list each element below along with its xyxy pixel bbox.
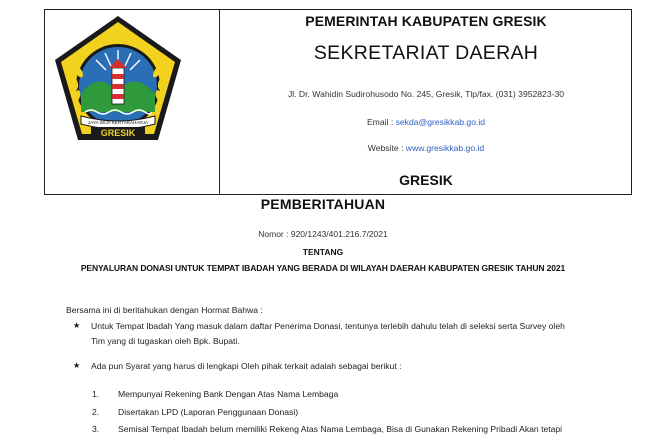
star-bullet-icon: ★ (73, 361, 81, 370)
regarding-label: TENTANG (302, 247, 344, 257)
letterhead (44, 9, 632, 195)
office-name: SEKRETARIAT DAERAH (313, 42, 539, 64)
list-item: Semisal Tempat Ibadah belum memiliki Rekeng Atas Nama Lembaga, Bisa di Gunakan Rekening Pribadi Akan tetapi (118, 424, 563, 434)
intro-text: Bersama ini di beritahukan dengan Hormat Bahwa : (66, 305, 263, 315)
gresik-emblem-icon (51, 12, 185, 146)
reference-number: Nomor : 920/1243/401.216.7/2021 (258, 229, 388, 239)
email-label: Email : (366, 117, 396, 127)
bullet-line: Ada pun Syarat yang harus di lengkapi Oleh pihak terkait adalah sebagai berikut : (91, 361, 402, 371)
city-name: GRESIK (399, 172, 453, 188)
list-number: 1. (92, 389, 100, 399)
list-number: 2. (92, 407, 100, 417)
list-item: Mempunyai Rekening Bank Dengan Atas Nama Lembaga (118, 389, 339, 399)
list-number: 3. (92, 424, 100, 434)
office-address: Jl. Dr. Wahidin Sudirohusodo No. 245, Gresik, Tlp/fax. (031) 3952823-30 (287, 89, 565, 99)
website-line (220, 143, 632, 153)
bullet-paragraph (91, 319, 631, 349)
logo-motto: JAYA WIJA KERTARAHARJA (87, 120, 149, 125)
list-item: Disertakan LPD (Laporan Penggunaan Donasi) (118, 407, 299, 417)
government-name: PEMERINTAH KABUPATEN GRESIK (305, 13, 547, 29)
website-label: Website : (367, 143, 406, 153)
email-link[interactable]: sekda@gresikkab.go.id (395, 117, 486, 127)
bullet-line: Tim yang di tugaskan oleh Bpk. Bupati. (91, 336, 240, 346)
notice-subject: PENYALURAN DONASI UNTUK TEMPAT IBADAH YANG BERADA DI WILAYAH DAERAH KABUPATEN GRESIK TAHUN 2021 (80, 263, 566, 273)
bullet-line: Untuk Tempat Ibadah Yang masuk dalam daftar Penerima Donasi, tentunya terlebih dahulu telah di seleksi serta Survey oleh (91, 321, 565, 331)
star-bullet-icon: ★ (73, 321, 81, 330)
notice-title: PEMBERITAHUAN (260, 196, 386, 212)
logo-banner-text: GRESIK (100, 128, 136, 138)
website-link[interactable]: www.gresikkab.go.id (405, 143, 485, 153)
logo-cell (45, 10, 220, 194)
letterhead-text (220, 10, 632, 194)
bullet-paragraph (91, 359, 402, 374)
email-line (220, 117, 632, 127)
